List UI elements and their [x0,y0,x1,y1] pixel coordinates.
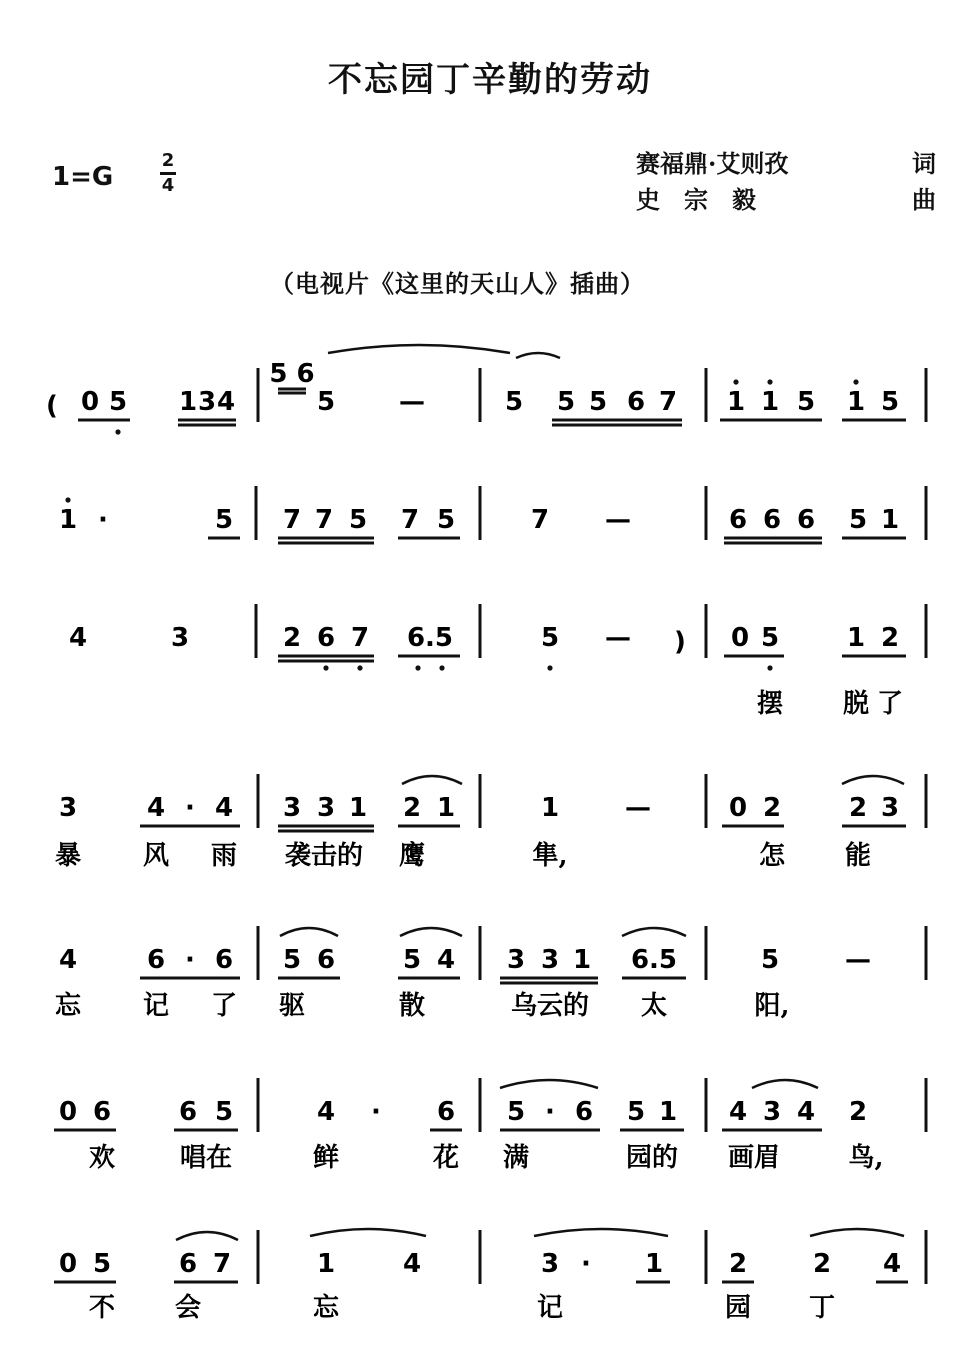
note: 3 [506,945,526,975]
note: 4 [316,1097,336,1127]
octave-dot [733,379,738,384]
lyric-syllable: 驱 [278,991,306,1021]
key-signature: 1=G [52,162,114,192]
note: 7 [350,623,370,653]
note: 6 [626,387,646,417]
lyric-syllable: 阳, [754,991,790,1021]
lyric-syllable: 唱在 [179,1143,233,1173]
note: 0 [80,387,100,417]
lyric-syllable: 散 [398,991,426,1021]
slur-arc [622,928,686,936]
lyric-syllable: 袭击的 [284,841,364,871]
note: 5 [626,1097,646,1127]
note: 0 [58,1097,78,1127]
slur-arc [310,1229,426,1236]
note: 5 [796,387,816,417]
note: 6 [146,945,166,975]
lyric-syllable: 脱 [842,689,870,719]
slur-arc [516,353,560,358]
note: 5 [588,387,608,417]
slur-arc [402,776,462,784]
note: 5 [214,505,234,535]
note: 6 [796,505,816,535]
note: 5 [848,505,868,535]
note: 4 [402,1249,422,1279]
note: 1 [644,1249,664,1279]
slur-arc [500,1080,598,1088]
lyric-syllable: 园的 [625,1143,679,1173]
composer-role: 曲 [912,185,936,214]
note: 4 [68,623,88,653]
lyric-syllable: 了 [876,689,904,719]
note: 4 [728,1097,748,1127]
note: 1 [436,793,456,823]
note: 4 [882,1249,902,1279]
note: 6 [316,945,336,975]
note: 3 [880,793,900,823]
lyric-syllable: 园 [724,1293,752,1323]
lyric-syllable: 摆 [756,689,784,719]
lyric-syllable: 忘 [312,1293,340,1323]
note: 3 [540,1249,560,1279]
lyric-syllable: 太 [640,991,668,1021]
octave-dot [853,379,858,384]
parenthesis: ) [674,627,686,657]
slur-arc [400,928,462,936]
lyric-syllable: 欢 [88,1143,116,1173]
note: 2 [728,1249,748,1279]
lyric-syllable: 隼, [532,841,568,871]
note: 1 [178,387,198,417]
note: 1 [880,505,900,535]
augmentation-dot: · [581,1249,591,1279]
slur-arc [842,776,904,784]
octave-dot [415,665,420,670]
lyric-syllable: 暴 [54,841,82,871]
note: 3 [58,793,78,823]
note: 7 [282,505,302,535]
lyric-syllable: 记 [536,1293,564,1323]
note: 6.5 [630,945,678,975]
note: 7 [212,1249,232,1279]
slur-arc [534,1229,668,1236]
note: 2 [402,793,422,823]
lyric-syllable: 会 [174,1293,202,1323]
slur-arc [810,1229,904,1236]
lyric-syllable: 了 [210,991,238,1021]
note: 1 [58,505,78,535]
slur-arc [752,1080,818,1088]
lyric-syllable: 满 [502,1143,530,1173]
lyric-syllable: 花 [432,1143,460,1173]
lyric-syllable: 画眉 [727,1143,781,1173]
augmentation-dot: · [371,1097,381,1127]
time-signature-lower: 4 [161,175,175,196]
note: 5 [316,387,336,417]
note: 6 [728,505,748,535]
note: 4 [146,793,166,823]
dash-note: — [625,793,651,823]
augmentation-dot: · [98,505,108,535]
note: 6 [316,623,336,653]
note: 6 [436,1097,456,1127]
note: 1 [348,793,368,823]
lyric-syllable: 鸟, [848,1143,884,1173]
note: 1 [572,945,592,975]
lyric-syllable: 雨 [210,841,238,871]
lyric-syllable: 鲜 [312,1143,340,1173]
note: 5 [760,945,780,975]
note: 5 [214,1097,234,1127]
note: 5 [92,1249,112,1279]
lyric-syllable: 忘 [54,991,82,1021]
note: 5 [504,387,524,417]
octave-dot [323,665,328,670]
note: 5 [506,1097,526,1127]
note: 3 [540,945,560,975]
time-signature-upper: 2 [161,150,175,171]
note: 5 [282,945,302,975]
note: 2 [812,1249,832,1279]
note: 2 [762,793,782,823]
grace-notes: 5 6 [269,359,315,389]
octave-dot [357,665,362,670]
note: 7 [530,505,550,535]
augmentation-dot: · [185,945,195,975]
note: 3 [282,793,302,823]
note: 6.5 [406,623,454,653]
note: 2 [282,623,302,653]
composer-name: 史 宗 毅 [636,185,756,214]
note: 3 [170,623,190,653]
note: 6 [574,1097,594,1127]
note: 4 [214,793,234,823]
note: 4 [436,945,456,975]
note: 4 [796,1097,816,1127]
lyric-syllable: 丁 [808,1293,836,1323]
note: 5 [402,945,422,975]
note: 5 [556,387,576,417]
note: 4 [216,387,236,417]
note: 1 [316,1249,336,1279]
note: 6 [178,1249,198,1279]
note: 6 [214,945,234,975]
note: 4 [58,945,78,975]
octave-dot [65,497,70,502]
note: 5 [880,387,900,417]
slur-arc [328,345,510,353]
dash-note: — [399,387,425,417]
note: 2 [848,793,868,823]
note: 7 [314,505,334,535]
note: 0 [728,793,748,823]
octave-dot [115,429,120,434]
note: 1 [846,387,866,417]
lyric-syllable: 记 [142,991,170,1021]
dash-note: — [605,505,631,535]
augmentation-dot: · [185,793,195,823]
note: 1 [658,1097,678,1127]
song-subtitle: （电视片《这里的天山人》插曲） [270,269,645,298]
note: 5 [436,505,456,535]
lyric-syllable: 怎 [758,841,786,871]
slur-arc [176,1232,238,1240]
note: 1 [540,793,560,823]
augmentation-dot: · [545,1097,555,1127]
lyricist-role: 词 [912,149,936,178]
note: 0 [58,1249,78,1279]
lyric-syllable: 乌云的 [510,991,590,1021]
note: 7 [658,387,678,417]
lyric-syllable: 风 [142,841,170,871]
note: 3 [762,1097,782,1127]
song-title: 不忘园丁辛勤的劳动 [328,60,652,100]
lyricist-name: 赛福鼎·艾则孜 [636,149,789,178]
note: 1 [726,387,746,417]
note: 2 [880,623,900,653]
note: 3 [316,793,336,823]
note: 6 [92,1097,112,1127]
note: 5 [348,505,368,535]
note: 2 [848,1097,868,1127]
note: 5 [108,387,128,417]
note: 5 [760,623,780,653]
note: 5 [540,623,560,653]
dash-note: — [845,945,871,975]
octave-dot [547,665,552,670]
note: 3 [197,387,217,417]
dash-note: — [605,623,631,653]
note: 7 [400,505,420,535]
parenthesis: ( [46,391,58,421]
octave-dot [767,379,772,384]
slur-arc [280,928,338,936]
lyric-syllable: 不 [88,1293,116,1323]
note: 0 [730,623,750,653]
lyric-syllable: 鹰 [398,841,426,871]
note: 1 [846,623,866,653]
note: 1 [760,387,780,417]
octave-dot [439,665,444,670]
note: 6 [178,1097,198,1127]
octave-dot [767,665,772,670]
note: 6 [762,505,782,535]
lyric-syllable: 能 [844,841,872,871]
